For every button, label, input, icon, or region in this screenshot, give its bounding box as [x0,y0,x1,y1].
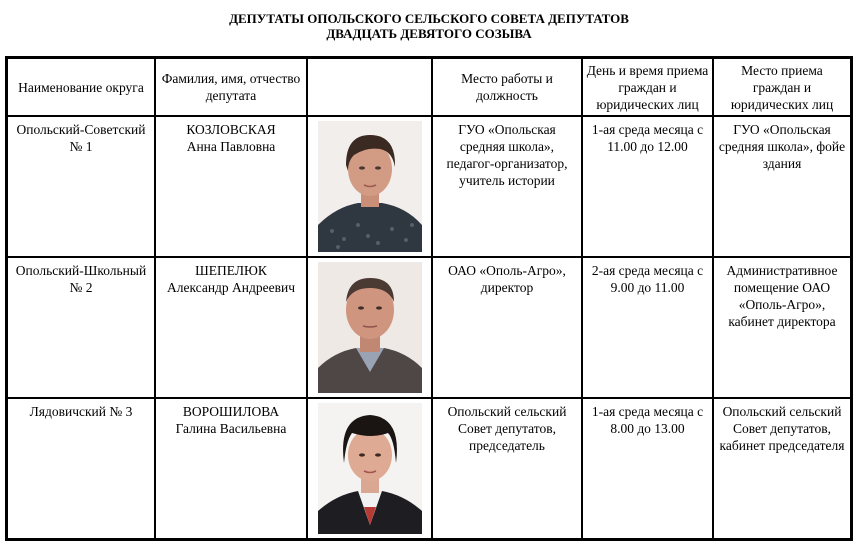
portrait-woman-image [318,121,422,252]
cell-photo [307,116,432,257]
header-schedule: День и время приема граждан и юридических лиц [582,58,713,116]
deputies-table [5,56,853,541]
deputy-photo [318,121,422,252]
deputy-photo [318,262,422,393]
title-line-1: ДЕПУТАТЫ ОПОЛЬСКОГО СЕЛЬСКОГО СОВЕТА ДЕПУТАТОВ [229,11,629,26]
portrait-woman-image [318,403,422,534]
table-row [7,116,851,257]
title-line-2: ДВАДЦАТЬ ДЕВЯТОГО СОЗЫВА [326,26,532,41]
deputy-given-names: Галина Васильевна [175,421,287,436]
cell-work: ОАО «Ополь-Агро», директор [432,257,582,398]
deputy-surname: ШЕПЕЛЮК [195,263,267,278]
cell-name [155,398,307,539]
table-row [7,398,851,539]
header-work: Место работы и должность [432,58,582,116]
cell-schedule: 1-ая среда месяца с 11.00 до 12.00 [582,116,713,257]
cell-place: ГУО «Опольская средняя школа», фойе здания [713,116,851,257]
cell-work: ГУО «Опольская средняя школа», педагог-организатор, учитель истории [432,116,582,257]
cell-photo [307,398,432,539]
cell-district: Лядовичский № 3 [7,398,155,539]
cell-district: Опольский-Советский № 1 [7,116,155,257]
cell-photo [307,257,432,398]
cell-schedule: 1-ая среда месяца с 8.00 до 13.00 [582,398,713,539]
deputy-surname: КОЗЛОВСКАЯ [186,122,276,137]
deputy-given-names: Александр Андреевич [166,280,296,295]
cell-district: Опольский-Школьный № 2 [7,257,155,398]
deputy-surname: ВОРОШИЛОВА [182,404,280,419]
cell-place: Опольский сельский Совет депутатов, кабинет председателя [713,398,851,539]
table-row [7,257,851,398]
portrait-man-image [318,262,422,393]
header-name: Фамилия, имя, отчество депутата [155,58,307,116]
header-district: Наименование округа [7,58,155,116]
header-photo [307,58,432,116]
cell-name [155,116,307,257]
cell-place: Административное помещение ОАО «Ополь-Агро», кабинет директора [713,257,851,398]
table-header-row [7,58,851,116]
cell-name [155,257,307,398]
header-place: Место приема граждан и юридических лиц [713,58,851,116]
cell-work: Опольский сельский Совет депутатов, председатель [432,398,582,539]
deputy-given-names: Анна Павловна [186,139,276,154]
page-title [0,11,858,41]
deputy-photo [318,403,422,534]
cell-schedule: 2-ая среда месяца с 9.00 до 11.00 [582,257,713,398]
